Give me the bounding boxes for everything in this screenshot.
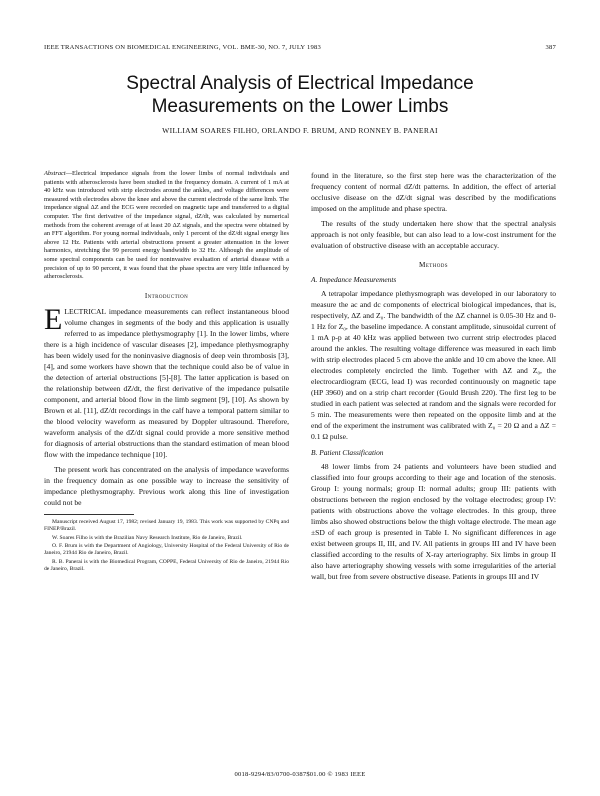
methods-heading: Methods	[419, 261, 448, 269]
footnote-divider	[44, 514, 134, 515]
right-column	[311, 170, 556, 586]
introduction-heading: Introduction	[144, 291, 189, 300]
methods-paragraph-impedance: A tetrapolar impedance plethysmograph was developed in our laboratory to measure the ac and dc components of electrical biological impedances, that is, respectively, ΔZ and Z₀. The bandwidth of the ΔZ channel is 0.05-30 Hz and 0-1 Hz for Z₀, the baseline impedance. A constant amplitude, sinusoidal current of 1 mA p-p at 40 kHz was applied between two current strip electrodes placed around the ankles. The resulting voltage difference was measured in each limb with strip electrodes placed 5 cm above the ankle and 10 cm above the knee. All electrodes completely encircled the limb. Together with ΔZ and Z₀, the electrocardiogram (ECG, lead I) was recorded continuously on magnetic tape (HP 3960) and on a strip chart recorder (Gould Brush 220). The first leg to be studied in each patient was selected at random and the signals were recorded for 5 min. The measurements were then repeated on the opposite limb and at the end of the experiment the instrument was calibrated with Z₀ = 20 Ω and a ΔZ = 0.1 Ω pulse.	[311, 289, 556, 441]
methods-paragraph-patients: 48 lower limbs from 24 patients and volunteers have been studied and classified into four groups according to their age and location of the stenosis. Group I: young normals; group II: normal adults; group III: patients with obstructions between the region enclosed by the voltage electrodes; group IV: patients with obstructions above the voltage electrodes. In this group, three limbs also showed obstructions below the thigh voltage electrode. The mean age ±SD of each group is presented in Table I. No significant differences in age exist between groups II, III, and IV. All patients in groups III and IV have been classified according to the results of X-ray arteriography. Six limbs in group II also have arteriography showing vessels with some irregularities of the arterial wall, but free from severe obstructive disease. Patients in groups III and IV	[311, 462, 556, 581]
page-number: 387	[545, 44, 556, 51]
abstract	[44, 170, 289, 282]
footnote-author-1: W. Soares Filho is with the Brazilian Navy Research Institute, Rio de Janeiro, Brazil.	[52, 534, 243, 541]
author-list: WILLIAM SOARES FILHO, ORLANDO F. BRUM, AND RONNEY B. PANERAI	[162, 126, 438, 135]
introduction-paragraph-2: The present work has concentrated on the analysis of impedance waveforms in the frequency domain as one possible way to increase the sensitivity of impedance plethysmography. Previous work along this line of investigation could not be	[44, 464, 289, 507]
introduction-paragraph-1-text: LECTRICAL impedance measurements can reflect instantaneous blood volume changes in segments of the body and this application is usually referred to as impedance plethysmography [1]. In the lower limbs, where there is a high incidence of vascular diseases [2], impedance plethysmography has been widely used for the noninvasive diagnosis of deep vein thrombosis [3], [4], and some workers have shown that the technique could also be of value in the detection of arterial obstructions [5]-[8]. The latter application is based on the relationship between dZ/dt, the first derivative of the impedance pulsatile component, and arterial blood flow in the limb segment [9], [10]. As shown by Brown et al. [11], dZ/dt recordings in the calf have a temporal pattern similar to the blood velocity waveform as measured by Doppler ultrasound. Therefore, waveform analysis of the dZ/dt signal could provide a more sensitive method for diagnosis of arterial obstructions than the standard estimation of mean blood flow with the impedance technique [10].	[44, 306, 289, 459]
title-line-2: Measurements on the Lower Limbs	[151, 96, 449, 117]
subsection-impedance-measurements: A. Impedance Measurements	[311, 275, 397, 284]
introduction-paragraph-1	[44, 302, 289, 460]
footnote-author-3: R. B. Panerai is with the Biomedical Program, COPPE, Federal University of Rio de Janeiro, 21944 Rio de Janeiro, Brazil.	[44, 558, 289, 573]
copyright-footer: 0018-9294/83/0700-0387$01.00 © 1983 IEEE	[234, 771, 366, 778]
running-head	[44, 44, 556, 51]
footnote-manuscript: Manuscript received August 17, 1982; revised January 19, 1983. This work was supported by CNPq and FINEP/Brazil.	[44, 518, 289, 533]
title-line-1: Spectral Analysis of Electrical Impedance	[126, 73, 474, 94]
drop-cap-letter: E	[44, 302, 63, 336]
right-paragraph-2: The results of the study undertaken here show that the spectral analysis approach is not only feasible, but can also lead to a low-cost instrument for the evaluation of obstructive disease with an acceptable accuracy.	[311, 219, 556, 250]
abstract-lead: Abstract	[44, 170, 66, 177]
paper-title	[40, 72, 560, 118]
left-column	[44, 170, 289, 575]
journal-name: IEEE TRANSACTIONS ON BIOMEDICAL ENGINEERING, VOL. BME-30, NO. 7, JULY 1983	[44, 44, 321, 51]
right-paragraph-1: found in the literature, so the first step here was the characterization of the frequency content of normal dZ/dt patterns. In addition, the effect of arterial occlusive disease on the dZ/dt signal was described by the modifications imposed on the amplitude and phase spectra.	[311, 171, 556, 213]
subsection-patient-classification: B. Patient Classification	[311, 448, 384, 457]
abstract-text: —Electrical impedance signals from the lower limbs of normal individuals and patients with atherosclerosis have been studied in the frequency domain. A current of 1 mA at 40 kHz was introduced with strip electrodes around the ankles, and voltage differences were measured with electrodes above the knee and above the current electrode of the same limb. The impedance signal ΔZ and the ECG were recorded on magnetic tape and transferred to a digital computer. The first derivative of the impedance signal, dZ/dt, was calculated by numerical methods from the coherent average of at least 20 ΔZ signals, and the spectra were obtained by an FFT algorithm. For young normal individuals, only 1 percent of the dZ/dt signal energy lies above 12 Hz. Patients with arterial obstructions present a greater attenuation in the lower harmonics, stretching the 99 percent energy bandwidth to 32 Hz. Although the amplitude of some spectral components can be used for noninvasive evaluation of arterial disease with a precision of up to 90 percent, it was found that the phase spectra are very little influenced by atherosclerosis.	[44, 170, 289, 281]
footnote-author-2: O. F. Brum is with the Department of Angiology, University Hospital of the Federal University of Rio de Janeiro, 21944 Rio de Janeiro, Brazil.	[44, 542, 289, 557]
